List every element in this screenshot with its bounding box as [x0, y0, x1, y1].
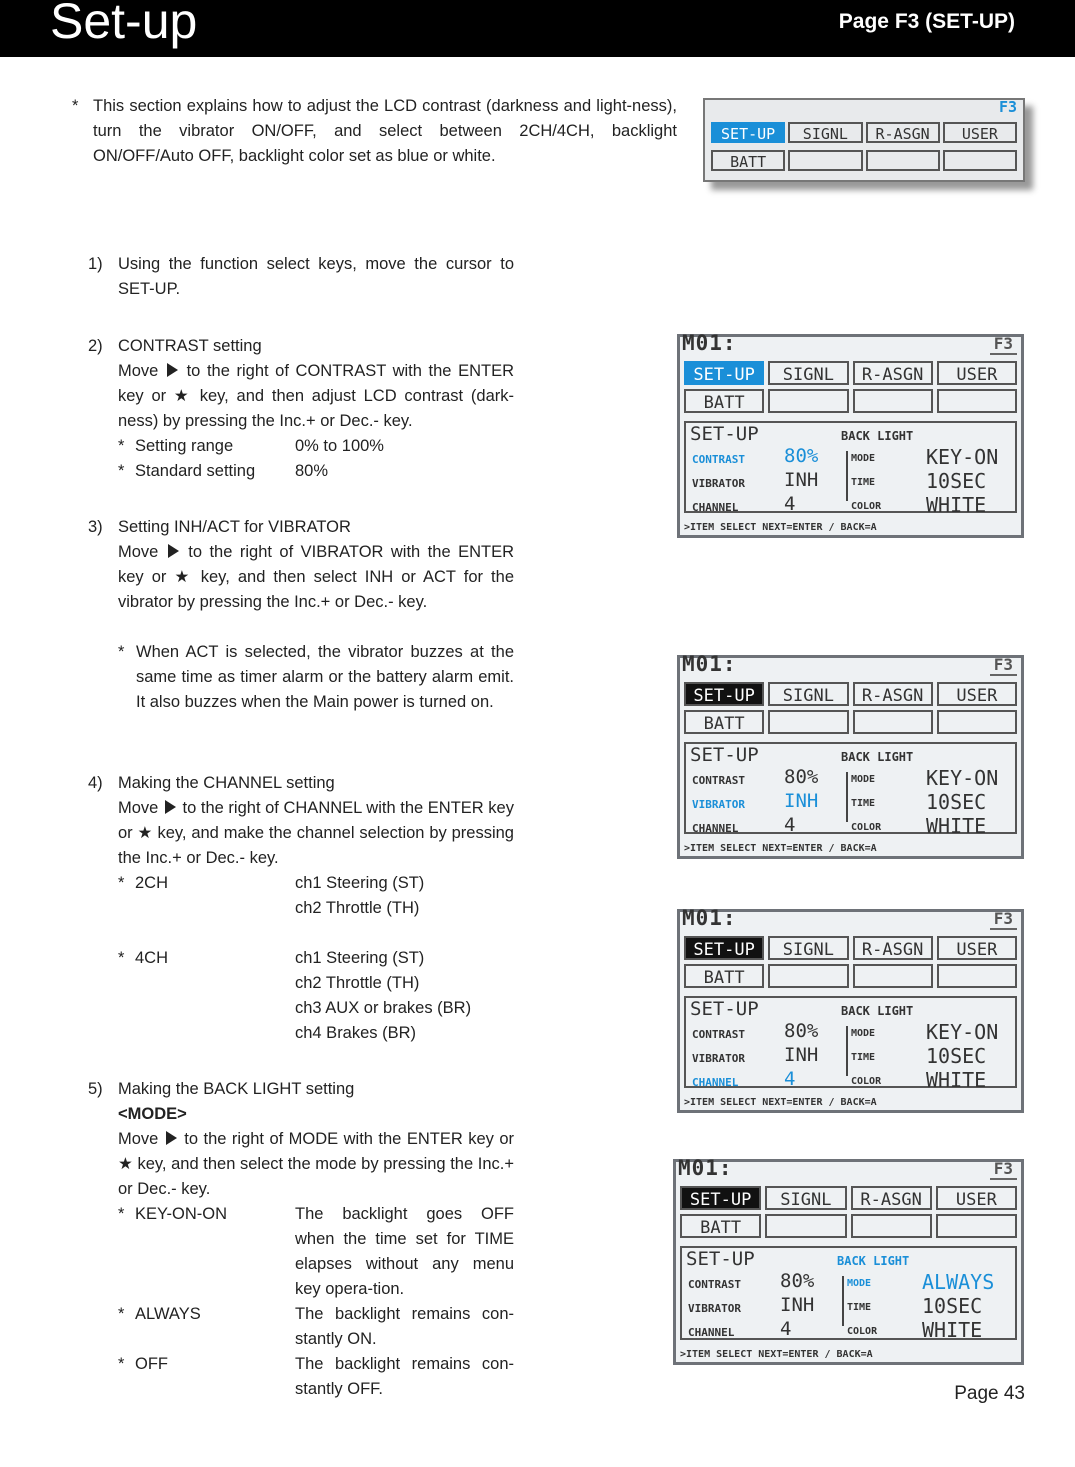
channel-2ch-row: * 2CH ch1 Steering (ST) ch2 Throttle (TH) — [118, 874, 425, 917]
tab-set-up: SET-UP — [684, 361, 764, 385]
time-value: 10SEC — [922, 1294, 983, 1318]
f3-page-label: F3 — [998, 98, 1017, 116]
lcd-screen-vibrator — [677, 652, 1024, 859]
step-number: 2) — [88, 337, 103, 355]
tab-signl: SIGNL — [768, 936, 848, 960]
tab-empty — [937, 710, 1017, 734]
intro-text: This section explains how to adjust the LCD contrast (darkness and light-ness), turn the vibrator ON/OFF, and select between 2CH/4CH, backlight ON/OFF/Auto OFF, backlight color set as blue or white. — [93, 97, 677, 165]
contrast-label: CONTRAST — [692, 1028, 745, 1041]
step-text: Move to the right of CHANNEL with the ENTER key or ★ key, and make the channel selection by pressing the Inc.+ or Dec.- key. — [118, 799, 514, 867]
time-value: 10SEC — [926, 1044, 987, 1068]
vibrator-value: INH — [784, 1044, 819, 1066]
step-text: Move to the right of CONTRAST with the ENTER key or ★ key, and then adjust LCD contrast (dark-ness) by pressing the Inc.+ or Dec.- key. — [118, 362, 514, 430]
contrast-label: CONTRAST — [692, 774, 745, 787]
contrast-value: 80% — [784, 445, 819, 467]
tab-user: USER — [936, 1186, 1017, 1210]
contrast-value: 80% — [784, 766, 819, 788]
step-2 — [88, 334, 514, 484]
tab-empty — [853, 964, 933, 988]
color-label: COLOR — [851, 501, 882, 512]
time-label: TIME — [851, 1052, 876, 1063]
model-label: M01: — [682, 652, 737, 676]
model-label: M01: — [682, 331, 737, 355]
tab-batt: BATT — [684, 964, 764, 988]
step-number: 5) — [88, 1080, 103, 1098]
step-number: 1) — [88, 255, 103, 273]
mode-value: KEY-ON — [926, 766, 999, 790]
color-label: COLOR — [851, 1076, 882, 1087]
arrow-right-icon — [166, 1131, 177, 1145]
tab-signl: SIGNL — [788, 122, 862, 143]
setup-panel — [680, 1246, 1017, 1340]
color-label: COLOR — [847, 1326, 878, 1337]
tab-batt: BATT — [680, 1214, 761, 1238]
tab-signl: SIGNL — [768, 682, 848, 706]
mode-label: MODE — [851, 1028, 876, 1039]
f3-menu-screen — [703, 98, 1025, 182]
contrast-value: 80% — [780, 1270, 815, 1292]
mode-off-row: * OFF The backlight remains con-stantly OFF. — [118, 1355, 514, 1398]
vibrator-value: INH — [784, 790, 819, 812]
channel-label: CHANNEL — [692, 822, 739, 835]
page-label: F3 — [990, 334, 1017, 355]
setting-range-row: * Setting range 0% to 100% — [118, 437, 384, 455]
step-number: 4) — [88, 774, 103, 792]
step-text: Move to the right of MODE with the ENTER key or ★ key, and then select the mode by pressing the Inc.+ or Dec.- key. — [118, 1130, 514, 1198]
step-title: CONTRAST setting — [118, 337, 262, 355]
mode-always-row: * ALWAYS The backlight remains con-stantly ON. — [118, 1305, 514, 1348]
tab-empty — [765, 1214, 846, 1238]
step-title: Making the BACK LIGHT setting — [118, 1080, 355, 1098]
tab-empty — [853, 710, 933, 734]
setup-panel — [684, 421, 1017, 517]
tab-empty — [768, 389, 848, 413]
tab-signl: SIGNL — [765, 1186, 846, 1210]
step-1 — [88, 252, 514, 302]
tab-empty — [936, 1214, 1017, 1238]
tab-set-up: SET-UP — [684, 936, 764, 960]
tab-empty — [943, 150, 1017, 171]
page-label: F3 — [990, 1159, 1017, 1180]
panel-title: SET-UP — [690, 998, 759, 1020]
arrow-right-icon — [167, 363, 178, 377]
setup-panel — [684, 742, 1017, 838]
step-3 — [88, 515, 514, 715]
tab-user: USER — [937, 682, 1017, 706]
tab-batt: BATT — [711, 150, 785, 171]
vibrator-label: VIBRATOR — [692, 798, 745, 811]
time-label: TIME — [847, 1302, 872, 1313]
vibrator-label: VIBRATOR — [692, 1052, 745, 1065]
channel-label: CHANNEL — [692, 501, 739, 514]
arrow-right-icon — [168, 544, 179, 558]
model-label: M01: — [682, 906, 737, 930]
page-label: F3 — [990, 909, 1017, 930]
contrast-value: 80% — [784, 1020, 819, 1042]
page-number: Page 43 — [954, 1383, 1025, 1404]
time-value: 10SEC — [926, 790, 987, 814]
arrow-right-icon — [165, 800, 176, 814]
channel-value: 4 — [780, 1318, 792, 1340]
tab-r-asgn: R-ASGN — [853, 682, 933, 706]
tab-batt: BATT — [684, 389, 764, 413]
tab-r-asgn: R-ASGN — [853, 936, 933, 960]
tab-r-asgn: R-ASGN — [853, 361, 933, 385]
mode-value: KEY-ON — [926, 1020, 999, 1044]
color-value: WHITE — [926, 814, 987, 838]
step-4 — [88, 771, 514, 1046]
setup-panel — [684, 996, 1017, 1092]
mode-value: KEY-ON — [926, 445, 999, 469]
tab-signl: SIGNL — [768, 361, 848, 385]
tab-empty — [866, 150, 940, 171]
model-label: M01: — [678, 1156, 733, 1180]
intro-paragraph — [72, 94, 677, 169]
contrast-label: CONTRAST — [692, 453, 745, 466]
status-line: >ITEM SELECT NEXT=ENTER / BACK=A — [684, 1097, 877, 1108]
tab-empty — [853, 389, 933, 413]
step-text: Move to the right of VIBRATOR with the ENTER key or ★ key, and then select INH or ACT for the vibrator by pressing the Inc.+ or Dec.- key. — [118, 543, 514, 611]
tab-user: USER — [943, 122, 1017, 143]
channel-value: 4 — [784, 814, 796, 836]
backlight-title: BACK LIGHT — [841, 750, 914, 764]
tab-empty — [851, 1214, 932, 1238]
mode-label: MODE — [851, 453, 876, 464]
panel-title: SET-UP — [690, 423, 759, 445]
page-reference: Page F3 (SET-UP) — [838, 10, 1015, 33]
status-line: >ITEM SELECT NEXT=ENTER / BACK=A — [680, 1349, 873, 1360]
lcd-screen-contrast — [677, 331, 1024, 538]
backlight-title: BACK LIGHT — [841, 1004, 914, 1018]
color-value: WHITE — [926, 493, 987, 517]
vibrator-label: VIBRATOR — [692, 477, 745, 490]
channel-value: 4 — [784, 1068, 796, 1090]
mode-heading: <MODE> — [118, 1105, 187, 1123]
tab-user: USER — [937, 936, 1017, 960]
backlight-title: BACK LIGHT — [837, 1254, 910, 1268]
time-label: TIME — [851, 477, 876, 488]
step-title: Making the CHANNEL setting — [118, 774, 335, 792]
step-number: 3) — [88, 518, 103, 536]
mode-label: MODE — [847, 1278, 872, 1289]
panel-title: SET-UP — [690, 744, 759, 766]
step-5 — [88, 1077, 514, 1402]
standard-setting-row: * Standard setting 80% — [118, 462, 329, 480]
contrast-label: CONTRAST — [688, 1278, 741, 1291]
backlight-title: BACK LIGHT — [841, 429, 914, 443]
vibrator-value: INH — [784, 469, 819, 491]
step-title: Setting INH/ACT for VIBRATOR — [118, 518, 351, 536]
tab-empty — [768, 964, 848, 988]
lcd-screen-channel — [677, 906, 1024, 1113]
tab-set-up: SET-UP — [711, 122, 785, 143]
tab-set-up: SET-UP — [680, 1186, 761, 1210]
channel-4ch-row: * 4CH ch1 Steering (ST) ch2 Throttle (TH) ch3 AUX or brakes (BR) ch4 Brakes (BR) — [118, 949, 472, 1042]
status-line: >ITEM SELECT NEXT=ENTER / BACK=A — [684, 522, 877, 533]
panel-title: SET-UP — [686, 1248, 755, 1270]
tab-r-asgn: R-ASGN — [851, 1186, 932, 1210]
vibrator-value: INH — [780, 1294, 815, 1316]
vibrator-label: VIBRATOR — [688, 1302, 741, 1315]
tab-batt: BATT — [684, 710, 764, 734]
mode-value: ALWAYS — [922, 1270, 995, 1294]
tab-r-asgn: R-ASGN — [866, 122, 940, 143]
mode-key-on-row: * KEY-ON-ON The backlight goes OFF when the time set for TIME elapses without any menu key opera-tion. — [118, 1205, 514, 1298]
channel-value: 4 — [784, 493, 796, 515]
time-label: TIME — [851, 798, 876, 809]
time-value: 10SEC — [926, 469, 987, 493]
tab-empty — [937, 389, 1017, 413]
mode-label: MODE — [851, 774, 876, 785]
tab-empty — [768, 710, 848, 734]
color-value: WHITE — [926, 1068, 987, 1092]
page-label: F3 — [990, 655, 1017, 676]
tab-empty — [788, 150, 862, 171]
channel-label: CHANNEL — [692, 1076, 739, 1089]
page-title: Set-up — [50, 0, 198, 49]
step-text: Using the function select keys, move the cursor to SET-UP. — [118, 255, 514, 298]
status-line: >ITEM SELECT NEXT=ENTER / BACK=A — [684, 843, 877, 854]
intro-asterisk: * — [72, 97, 79, 115]
channel-label: CHANNEL — [688, 1326, 735, 1339]
color-value: WHITE — [922, 1318, 983, 1342]
color-label: COLOR — [851, 822, 882, 833]
page-header — [0, 0, 1075, 57]
lcd-screen-backlight-mode — [673, 1156, 1024, 1365]
tab-set-up: SET-UP — [684, 682, 764, 706]
tab-user: USER — [937, 361, 1017, 385]
tab-empty — [937, 964, 1017, 988]
vibrator-note: * When ACT is selected, the vibrator buzzes at the same time as timer alarm or the battery alarm emit. It also buzzes when the Main power is turned on. — [118, 643, 514, 711]
